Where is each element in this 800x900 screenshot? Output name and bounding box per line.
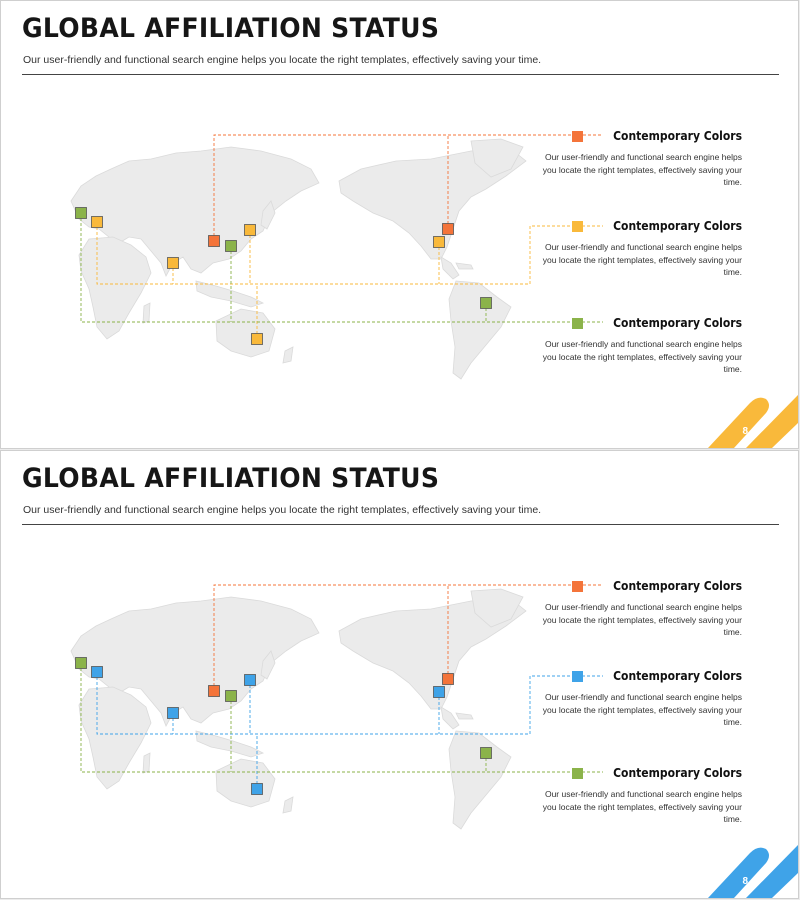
legend-text-2: Our user-friendly and functional search engine helps you locate the right templates, effectively saving your time. [542,242,742,277]
legend-entry-3 [542,766,742,826]
page-title: GLOBAL AFFILIATION STATUS [22,463,440,494]
location-marker-icon[interactable] [481,298,492,309]
legend-heading-3: Contemporary Colors [613,316,742,330]
legend-entry-2 [542,219,742,279]
location-marker-icon[interactable] [226,691,237,702]
legend-text-3: Our user-friendly and functional search engine helps you locate the right templates, effectively saving your time. [542,789,742,824]
legend-entry-1 [542,579,742,639]
legend-text-2: Our user-friendly and functional search engine helps you locate the right templates, effectively saving your time. [542,692,742,727]
slide-1 [0,0,799,449]
location-marker-icon[interactable] [76,208,87,219]
legend-entry-1 [542,129,742,189]
continent-shape [441,257,459,279]
location-marker-icon[interactable] [443,674,454,685]
continent-shape [216,309,275,357]
location-marker-icon[interactable] [252,784,263,795]
page-title: GLOBAL AFFILIATION STATUS [22,13,440,44]
page-number: 8 [742,426,748,437]
continent-shape [216,759,275,807]
continent-shape [449,281,511,379]
continent-shape [143,303,150,323]
continent-shape [143,753,150,773]
location-marker-icon[interactable] [245,225,256,236]
location-marker-icon[interactable] [434,237,445,248]
legend-entry-3 [542,316,742,376]
legend-heading-2: Contemporary Colors [613,669,742,683]
continent-shape [79,237,151,339]
location-marker-icon[interactable] [434,687,445,698]
continent-shape [456,713,473,719]
corner-decoration [698,393,798,448]
continent-shape [283,797,293,813]
location-marker-icon[interactable] [92,667,103,678]
location-marker-icon[interactable] [443,224,454,235]
location-marker-icon[interactable] [168,258,179,269]
location-marker-icon[interactable] [481,748,492,759]
location-marker-icon[interactable] [226,241,237,252]
legend-entry-2 [542,669,742,729]
continent-shape [449,731,511,829]
location-marker-icon[interactable] [76,658,87,669]
location-marker-icon[interactable] [209,686,220,697]
continent-shape [283,347,293,363]
continent-shape [441,707,459,729]
location-marker-icon[interactable] [168,708,179,719]
location-marker-icon[interactable] [92,217,103,228]
legend-text-1: Our user-friendly and functional search engine helps you locate the right templates, effectively saving your time. [542,602,742,637]
continent-shape [196,731,263,757]
legend-text-1: Our user-friendly and functional search engine helps you locate the right templates, effectively saving your time. [542,152,742,187]
continent-shape [456,263,473,269]
legend-heading-1: Contemporary Colors [613,129,742,143]
legend-heading-2: Contemporary Colors [613,219,742,233]
location-marker-icon[interactable] [252,334,263,345]
legend-heading-3: Contemporary Colors [613,766,742,780]
continent-shape [196,281,263,307]
page-number: 8 [742,876,748,887]
location-marker-icon[interactable] [245,675,256,686]
legend-text-3: Our user-friendly and functional search engine helps you locate the right templates, effectively saving your time. [542,339,742,374]
corner-decoration [698,843,798,898]
slide-2 [0,450,799,899]
page-subtitle: Our user-friendly and functional search engine helps you locate the right templates, effectively saving your time. [23,54,542,66]
location-marker-icon[interactable] [209,236,220,247]
page-subtitle: Our user-friendly and functional search engine helps you locate the right templates, effectively saving your time. [23,504,542,516]
legend-heading-1: Contemporary Colors [613,579,742,593]
continent-shape [79,687,151,789]
